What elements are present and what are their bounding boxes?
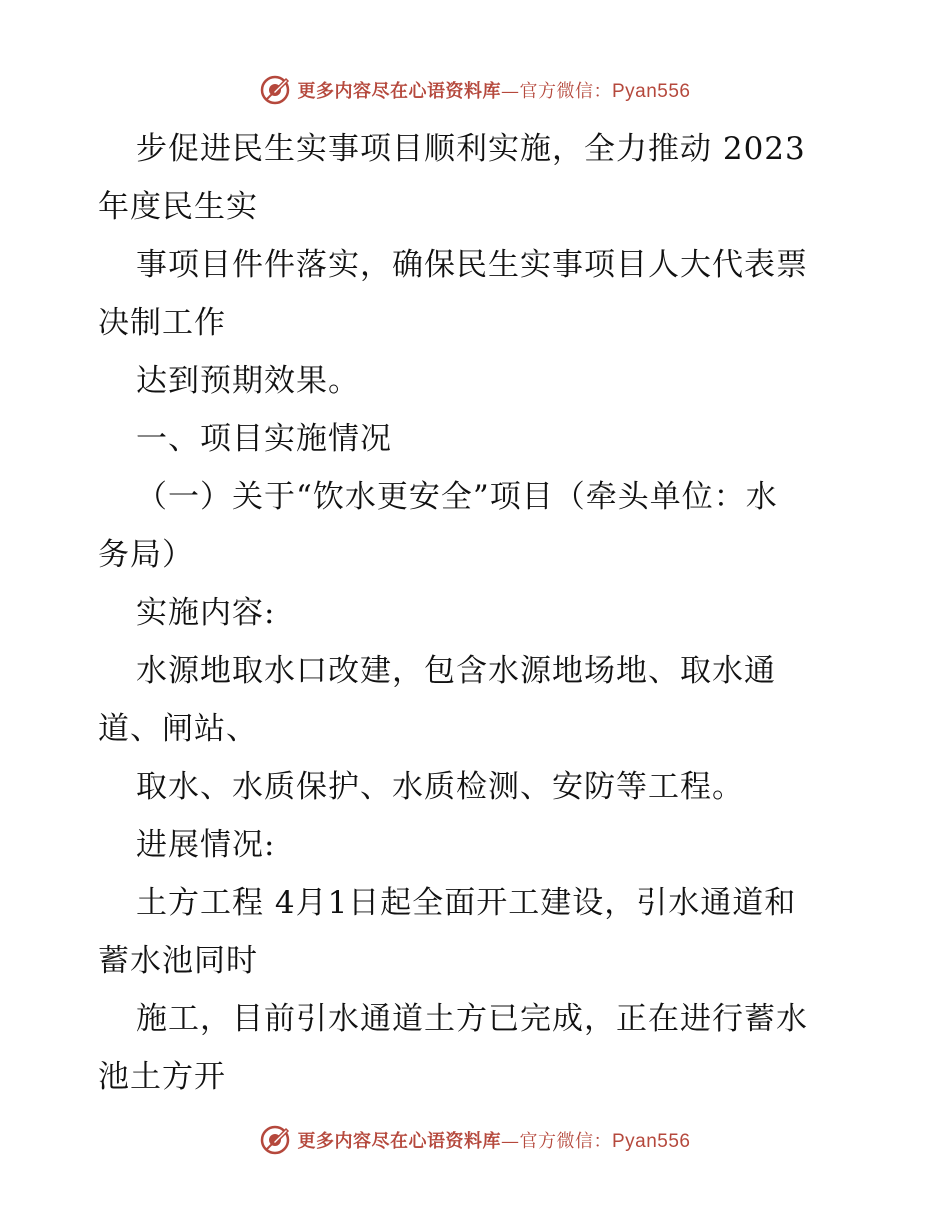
footer-wechat-handle: Pyan556 <box>611 1131 691 1152</box>
text-line: 进展情况: <box>136 827 276 863</box>
header-wechat-handle: Pyan556 <box>611 81 691 102</box>
text-line: 事项目件件落实，确保民生实事项目人大代表票 <box>136 247 808 283</box>
header-site-text: 更多内容尽在心语资料库 <box>297 81 501 102</box>
text-line: 施工，目前引水通道土方已完成，正在进行蓄水 <box>136 1001 808 1037</box>
text-line: 达到预期效果。 <box>136 363 360 399</box>
footer-separator: — <box>500 1131 520 1152</box>
text-line: （一）关于“饮水更安全”项目（牵头单位：水 <box>136 479 778 515</box>
pen-logo-icon <box>259 74 291 106</box>
text-line: 年度民生实 <box>98 189 258 225</box>
text-line: 一、项目实施情况 <box>136 421 392 457</box>
header-banner-text <box>297 77 690 103</box>
footer-banner-text <box>297 1127 690 1153</box>
text-line: 步促进民生实事项目顺利实施，全力推动 2023 <box>136 131 806 167</box>
text-line: 池土方开 <box>98 1059 226 1095</box>
text-line: 蓄水池同时 <box>98 943 258 979</box>
header-banner <box>0 72 950 108</box>
document-body <box>98 120 858 1106</box>
footer-wechat-label: 官方微信： <box>519 1131 612 1152</box>
header-wechat-label: 官方微信： <box>519 81 612 102</box>
text-line: 土方工程 4月1日起全面开工建设，引水通道和 <box>136 885 797 921</box>
text-line: 实施内容: <box>136 595 276 631</box>
pen-logo-icon <box>259 1124 291 1156</box>
text-line: 务局） <box>98 537 194 573</box>
footer-banner <box>0 1122 950 1158</box>
text-line: 取水、水质保护、水质检测、安防等工程。 <box>136 769 744 805</box>
header-separator: — <box>500 81 520 102</box>
text-line: 水源地取水口改建，包含水源地场地、取水通 <box>136 653 776 689</box>
footer-site-text: 更多内容尽在心语资料库 <box>297 1131 501 1152</box>
text-line: 决制工作 <box>98 305 226 341</box>
text-line: 道、闸站、 <box>98 711 258 747</box>
